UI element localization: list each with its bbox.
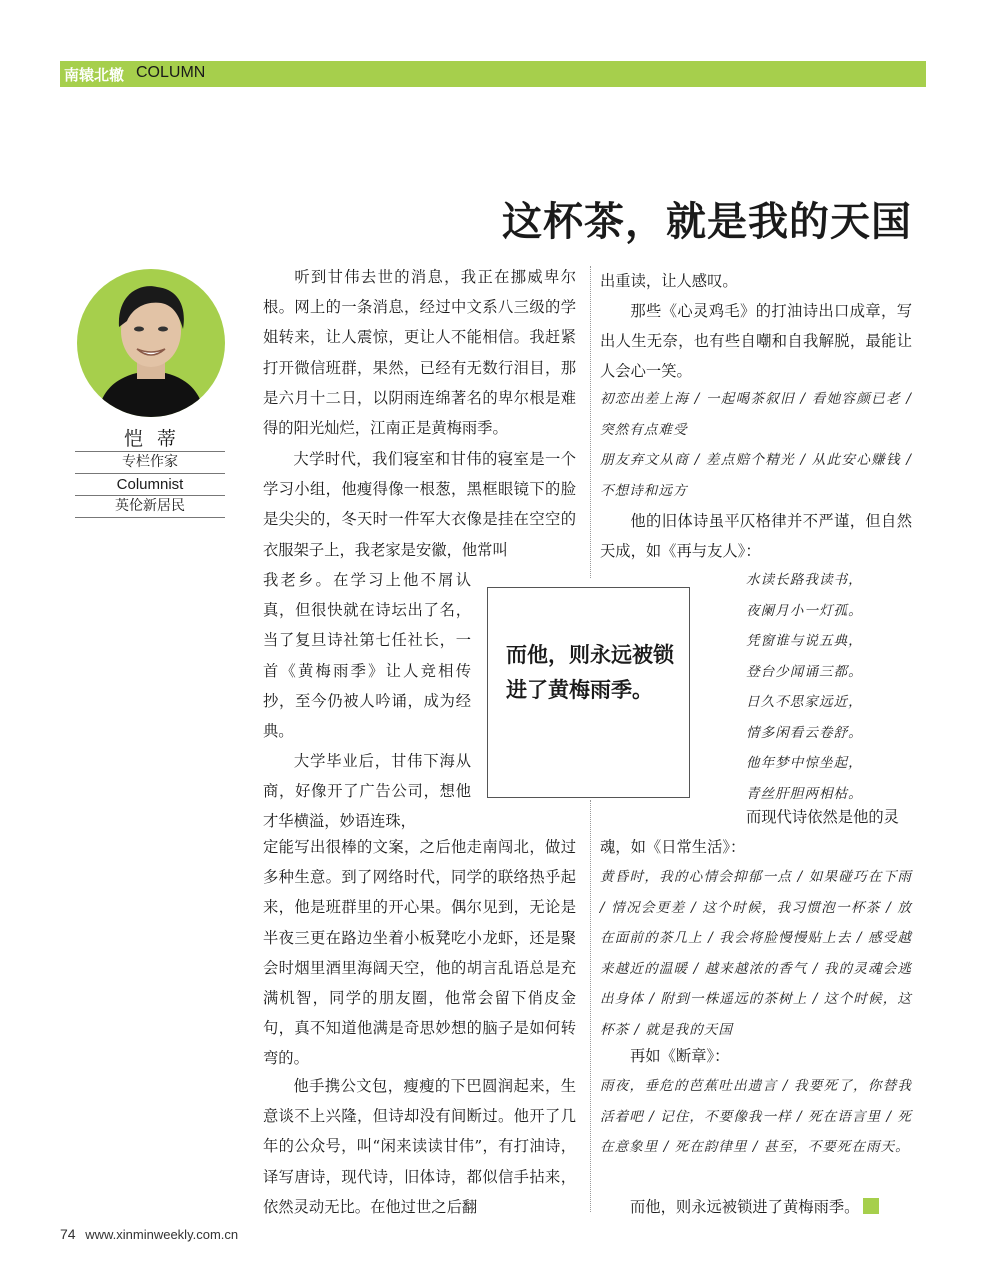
author-residence: 英伦新居民	[75, 495, 225, 518]
author-name: 恺蒂	[123, 428, 190, 450]
poem-line: 情多闲看云卷舒。	[746, 724, 863, 741]
paragraph: 他的旧体诗虽平仄格律并不严谨，但自然天成，如《再与友人》：	[600, 512, 912, 561]
poem-line: 日久不思家远近，	[746, 694, 863, 710]
author-role-cn: 专栏作家	[75, 451, 225, 473]
column-banner	[60, 61, 926, 87]
paragraph: 出重读，让人感叹。	[600, 272, 738, 290]
poem-excerpt: 初恋出差上海 / 一起喝茶叙旧 / 看她容颜已老 / 突然有点难受	[600, 391, 912, 438]
poem-line: 他年梦中惊坐起，	[746, 755, 863, 771]
portrait-illustration	[77, 269, 225, 417]
end-mark-icon	[863, 1198, 879, 1214]
column-divider	[590, 266, 591, 578]
paragraph: 而现代诗依然是他的灵	[746, 808, 899, 826]
paragraph: 魂，如《日常生活》：	[600, 838, 746, 856]
paragraph: 那些《心灵鸡毛》的打油诗出口成章，写出人生无奈，也有些自嘲和自我解脱，最能让人会心一笑。	[600, 302, 912, 381]
section-label: COLUMN	[136, 64, 206, 81]
poem-line: 凭窗谁与说五典，	[746, 633, 863, 649]
author-role-en: Columnist	[75, 473, 225, 495]
classical-poem	[746, 565, 916, 809]
paragraph: 大学毕业后，甘伟下海从商，好像开了广告公司，想他才华横溢，妙语连珠，	[263, 752, 471, 831]
pull-quote: 而他，则永远被锁进了黄梅雨季。	[506, 643, 674, 702]
pull-quote-box	[487, 587, 690, 798]
article-title: 这杯茶，就是我的天国	[502, 199, 912, 245]
poem-line: 水读长路我读书，	[746, 572, 863, 588]
poem-excerpt: 朋友弃文从商 / 差点赔个精光 / 从此安心赚钱 / 不想诗和远方	[600, 452, 912, 499]
poem-line: 登台少闻诵三都。	[746, 663, 863, 680]
paragraph: 再如《断章》：	[630, 1047, 730, 1065]
page-footer	[60, 1226, 238, 1242]
poem-line: 青丝肝胆两相枯。	[746, 785, 863, 802]
paragraph: 他手携公文包，瘦瘦的下巴圆润起来，生意谈不上兴隆，但诗却没有间断过。他开了几年的公众号，叫“闲来读读甘伟”，有打油诗，译写唐诗，现代诗，旧体诗，都似信手拈来，依然灵动无比。在他过世之后翻	[263, 1077, 576, 1216]
paragraph: 而他，则永远被锁进了黄梅雨季。	[600, 1192, 912, 1222]
paragraph: 定能写出很棒的文案，之后他走南闯北，做过多种生意。到了网络时代，同学的联络热乎起来，他是班群里的开心果。偶尔见到，无论是半夜三更在路边坐着小板凳吃小龙虾，还是聚会时烟里酒里海阔天空，他的胡言乱语总是充满机智，同学的朋友圈，他常会留下俏皮金句，真不知道他满是奇思妙想的脑子是如何转弯的。	[263, 838, 576, 1068]
paragraph: 大学时代，我们寝室和甘伟的寝室是一个学习小组，他瘦得像一根葱，黑框眼镜下的脸是尖尖的，冬天时一件军大衣像是挂在空空的衣服架子上，我老家是安徽，他常叫	[263, 450, 576, 559]
column-divider	[590, 800, 591, 1212]
page-number: 74	[60, 1226, 76, 1242]
paragraph: 听到甘伟去世的消息，我正在挪威卑尔根。网上的一条消息，经过中文系八三级的学姐转来，让人震惊，更让人不能相信。我赶紧打开微信班群，果然，已经有无数行泪目，那是六月十二日，以阴雨连绵著名的卑尔根是难得的阳光灿烂，江南正是黄梅雨季。	[263, 268, 576, 438]
section-name: 南辕北辙	[64, 66, 125, 84]
website-url: www.xinminweekly.com.cn	[85, 1227, 239, 1242]
author-box	[75, 427, 225, 518]
poem-excerpt: 黄昏时，我的心情会抑郁一点 / 如果碰巧在下雨 / 情况会更差 / 这个时候，我习惯泡一杯茶 / 放在面前的茶几上 / 我会将脸慢慢贴上去 / 感受越来越近的温暖 / 越来越浓的香气 / 我的灵魂会逃出身体 / 附到一株遥远的茶树上 / 这个时候，这杯茶 / 就是我的天国	[600, 869, 912, 1038]
poem-excerpt: 雨夜，垂危的芭蕉吐出遗言 / 我要死了，你替我活着吧 / 记住，不要像我一样 / 死在语言里 / 死在意象里 / 死在韵律里 / 甚至，不要死在雨天。	[600, 1078, 912, 1155]
paragraph: 我老乡。在学习上他不屑认真，但很快就在诗坛出了名，当了复旦诗社第七任社长，一首《黄梅雨季》让人竞相传抄，至今仍被人吟诵，成为经典。	[263, 571, 471, 741]
author-photo	[77, 269, 225, 417]
poem-line: 夜阑月小一灯孤。	[746, 602, 863, 619]
